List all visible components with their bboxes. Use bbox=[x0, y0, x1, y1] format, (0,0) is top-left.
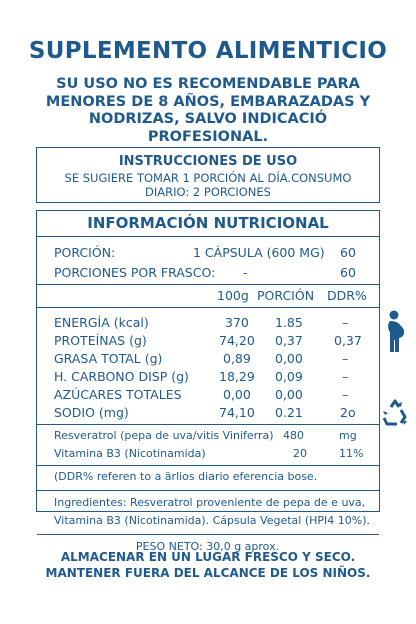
active-unit: mg bbox=[339, 429, 357, 442]
nutrient-row bbox=[37, 369, 379, 387]
nutrient-per-portion: 0,00 bbox=[275, 351, 303, 366]
warning-line: SU USO NO ES RECOMENDABLE PARA bbox=[56, 76, 360, 92]
instructions-line: SE SUGIERE TOMAR 1 PORCIÓN AL DÍA.CONSUMO bbox=[64, 171, 352, 185]
nutrient-row bbox=[37, 351, 379, 369]
product-title: SUPLEMENTO ALIMENTICIO bbox=[28, 38, 388, 64]
warning-line: MENORES DE 8 AÑOS, EMBARAZADAS Y bbox=[45, 93, 371, 110]
net-weight: PESO NETO: 30,0 g aprox. bbox=[135, 540, 280, 553]
per-bottle-label: PORCIONES POR FRASCO: bbox=[54, 265, 216, 280]
active-value: 480 bbox=[283, 429, 304, 442]
active-value: 20 bbox=[293, 447, 307, 460]
nutrient-per-100g: 0,89 bbox=[223, 351, 251, 366]
usage-warning bbox=[40, 76, 376, 146]
storage-line: MANTENER FUERA DEL ALCANCE DE LOS NIÑOS. bbox=[45, 566, 371, 580]
serving-value: 1 CÁPSULA (600 MG) bbox=[193, 245, 325, 260]
nutrient-per-100g: 0,00 bbox=[223, 387, 251, 402]
nutrient-name: ENERGÍA (kcal) bbox=[54, 315, 149, 330]
ddr-footnote bbox=[37, 470, 379, 488]
nutrient-per-portion: 0,37 bbox=[275, 333, 303, 348]
ingredients-line bbox=[37, 514, 379, 532]
nutrient-per-portion: 1.85 bbox=[275, 315, 303, 330]
nutrient-name: AZÚCARES TOTALES bbox=[54, 387, 182, 402]
nutrient-per-portion: 0.21 bbox=[275, 405, 303, 420]
storage-instructions bbox=[0, 549, 416, 581]
active-unit: 11% bbox=[339, 447, 364, 460]
nutrient-per-100g: 18,29 bbox=[219, 369, 255, 384]
nutrient-name: PROTEÍNAS (g) bbox=[54, 333, 147, 348]
nutrient-ddr: – bbox=[342, 369, 349, 384]
nutrient-ddr: – bbox=[342, 387, 349, 402]
nutrient-per-100g: 74,20 bbox=[219, 333, 255, 348]
column-header-portion: PORCIÓN bbox=[257, 288, 315, 303]
active-name: Vitamina B3 (Nicotinamida) bbox=[54, 447, 206, 460]
nutrient-row bbox=[37, 405, 379, 423]
ddr-footnote-text: (DDR% referen to a ärlios diario eferencia bose. bbox=[54, 470, 318, 483]
storage-line: ALMACENAR EN UN LUGAR FRESCO Y SECO. bbox=[60, 550, 356, 564]
warning-line: PROFESIONAL. bbox=[147, 128, 269, 145]
warning-line: NODRIZAS, SALVO INDICACIÓ bbox=[88, 111, 328, 127]
active-row bbox=[37, 429, 379, 447]
instructions-text bbox=[37, 171, 379, 199]
nutrient-ddr: – bbox=[342, 351, 349, 366]
per-bottle-count: 60 bbox=[340, 265, 356, 280]
column-header-ddr: DDR% bbox=[327, 288, 367, 303]
nutrient-ddr: 0,37 bbox=[334, 333, 362, 348]
nutrient-name: GRASA TOTAL (g) bbox=[54, 351, 163, 366]
serving-count: 60 bbox=[340, 245, 356, 260]
ingredients-text: Ingredientes: Resveratrol proveniente de pepa de e uva, bbox=[54, 496, 366, 509]
column-header-100g: 100g bbox=[217, 288, 249, 303]
nutrient-name: SODIO (mg) bbox=[54, 405, 129, 420]
nutrition-heading: INFORMACIÓN NUTRICIONAL bbox=[37, 211, 379, 237]
serving-row bbox=[37, 245, 379, 263]
serving-label: PORCIÓN: bbox=[54, 245, 116, 260]
nutrition-column-headers bbox=[37, 288, 379, 306]
ingredients-line bbox=[37, 496, 379, 514]
instructions-line: DIARIO: 2 PORCIONES bbox=[145, 185, 271, 199]
per-bottle-row bbox=[37, 265, 379, 283]
nutrient-row bbox=[37, 333, 379, 351]
active-row bbox=[37, 447, 379, 465]
active-name: Resveratrol (pepa de uva/vitis Viniferra) bbox=[54, 429, 274, 442]
instructions-heading: INSTRUCCIONES DE USO bbox=[118, 154, 298, 169]
pregnant-woman-icon bbox=[383, 310, 407, 354]
instructions-box bbox=[36, 147, 380, 203]
recycle-icon bbox=[380, 398, 410, 428]
per-bottle-value: - bbox=[243, 265, 248, 280]
nutrient-per-portion: 0,00 bbox=[275, 387, 303, 402]
ingredients-text: Vitamina B3 (Nicotinamida). Cápsula Vegetal (HPI4 10%). bbox=[54, 514, 370, 527]
nutrient-name: H. CARBONO DISP (g) bbox=[54, 369, 189, 384]
nutrient-ddr: 2o bbox=[340, 405, 356, 420]
nutrient-per-portion: 0,09 bbox=[275, 369, 303, 384]
nutrient-row bbox=[37, 387, 379, 405]
nutrition-facts-box bbox=[36, 210, 380, 553]
nutrient-per-100g: 370 bbox=[225, 315, 249, 330]
nutrient-per-100g: 74,10 bbox=[219, 405, 255, 420]
nutrient-ddr: – bbox=[342, 315, 349, 330]
nutrient-row bbox=[37, 315, 379, 333]
